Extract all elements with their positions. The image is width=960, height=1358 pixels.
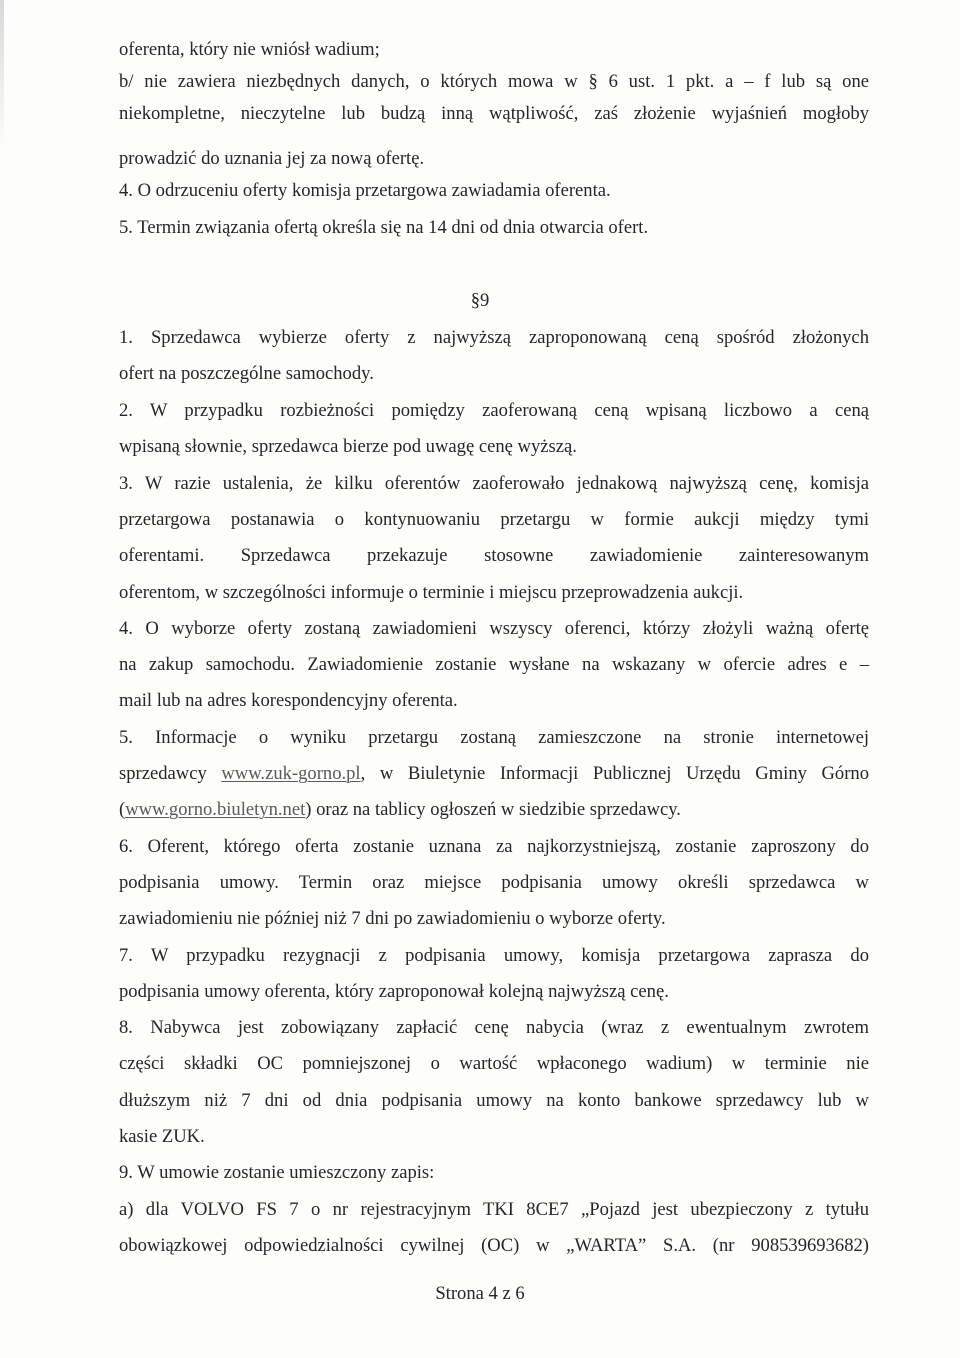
text-segment: sprzedawcy: [119, 763, 222, 784]
text-line: ofert na poszczególne samochody.: [119, 363, 374, 384]
text-line-with-link: [119, 799, 681, 821]
text-line: prowadzić do uznania jej za nową ofertę.: [119, 148, 425, 169]
text-line: kasie ZUK.: [119, 1126, 205, 1147]
text-line: 3. W razie ustalenia, że kilku oferentów zaoferowało jednakową najwyższą cenę, komisja: [119, 473, 869, 494]
text-line: 8. Nabywca jest zobowiązany zapłacić cenę nabycia (wraz z ewentualnym zwrotem: [119, 1017, 869, 1038]
text-segment: , w Biuletynie Informacji Publicznej Urzędu Gminy Górno: [360, 763, 870, 784]
text-line: zawiadomieniu nie później niż 7 dni po zawiadomieniu o wyborze oferty.: [119, 908, 666, 929]
text-line: dłuższym niż 7 dni od dnia podpisania umowy na konto bankowe sprzedawcy lub w: [119, 1090, 869, 1111]
text-line: oferentami. Sprzedawca przekazuje stosowne zawiadomienie zainteresowanym: [119, 545, 869, 566]
text-line: a) dla VOLVO FS 7 o nr rejestracyjnym TKI 8CE7 „Pojazd jest ubezpieczony z tytułu: [119, 1199, 869, 1220]
text-line: oferenta, który nie wniósł wadium;: [119, 39, 380, 60]
text-line: 5. Termin związania ofertą określa się na 14 dni od dnia otwarcia ofert.: [119, 217, 649, 238]
page-number-footer: Strona 4 z 6: [435, 1283, 525, 1304]
text-segment: ) oraz na tablicy ogłoszeń w siedzibie sprzedawcy.: [305, 799, 681, 820]
text-line: niekompletne, nieczytelne lub budzą inną wątpliwość, zaś złożenie wyjaśnień mogłoby: [119, 103, 869, 124]
text-line: mail lub na adres korespondencyjny oferenta.: [119, 690, 458, 711]
website-link-zuk[interactable]: www.zuk-gorno.pl: [221, 763, 361, 784]
text-line: 7. W przypadku rezygnacji z podpisania umowy, komisja przetargowa zaprasza do: [119, 945, 869, 966]
text-line: wpisaną słownie, sprzedawca bierze pod uwagę cenę wyższą.: [119, 436, 577, 457]
text-line: b/ nie zawiera niezbędnych danych, o których mowa w § 6 ust. 1 pkt. a – f lub są one: [119, 71, 869, 92]
text-line: 6. Oferent, którego oferta zostanie uznana za najkorzystniejszą, zostanie zaproszony do: [119, 836, 869, 857]
text-segment: (: [119, 799, 126, 820]
text-line: obowiązkowej odpowiedzialności cywilnej (OC) w „WARTA” S.A. (nr 908539693682): [119, 1235, 869, 1256]
text-line-with-link: [119, 763, 869, 785]
text-line: przetargowa postanawia o kontynuowaniu przetargu w formie aukcji między tymi: [119, 509, 869, 530]
text-line: oferentom, w szczególności informuje o terminie i miejscu przeprowadzenia aukcji.: [119, 582, 744, 603]
website-link-bip[interactable]: www.gorno.biuletyn.net: [125, 799, 306, 820]
text-line: podpisania umowy. Termin oraz miejsce podpisania umowy określi sprzedawca w: [119, 872, 869, 893]
text-line: na zakup samochodu. Zawiadomienie zostanie wysłane na wskazany w ofercie adres e –: [119, 654, 869, 675]
text-line: podpisania umowy oferenta, który zaproponował kolejną najwyższą cenę.: [119, 981, 669, 1002]
text-line: części składki OC pomniejszonej o wartość wpłaconego wadium) w terminie nie: [119, 1053, 869, 1074]
text-line: 2. W przypadku rozbieżności pomiędzy zaoferowaną ceną wpisaną liczbowo a ceną: [119, 400, 869, 421]
text-line: 5. Informacje o wyniku przetargu zostaną zamieszczone na stronie internetowej: [119, 727, 869, 748]
scan-edge-shadow: [0, 0, 4, 150]
text-line: 1. Sprzedawca wybierze oferty z najwyższą zaproponowaną ceną spośród złożonych: [119, 327, 869, 348]
text-line: 4. O odrzuceniu oferty komisja przetargowa zawiadamia oferenta.: [119, 180, 611, 201]
text-line: 4. O wyborze oferty zostaną zawiadomieni wszyscy oferenci, którzy złożyli ważną ofertę: [119, 618, 869, 639]
text-line: 9. W umowie zostanie umieszczony zapis:: [119, 1162, 435, 1183]
section-heading: §9: [470, 290, 490, 311]
